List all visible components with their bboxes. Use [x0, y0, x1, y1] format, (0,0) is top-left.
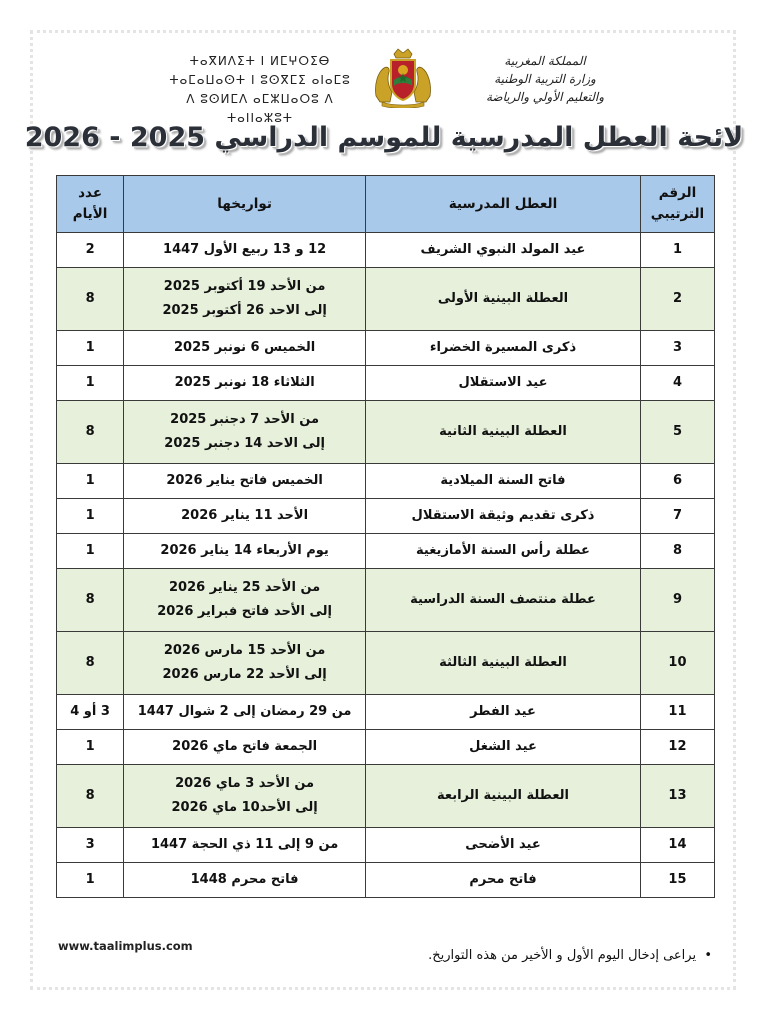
cell-holiday-name: فاتح محرم: [366, 863, 641, 898]
arabic-ministry-name: [445, 52, 645, 106]
cell-dates: [124, 534, 366, 569]
cell-days: 1: [57, 464, 124, 499]
date-line: الثلاثاء 18 نونبر 2025: [174, 375, 315, 390]
date-line: من 9 إلى 11 ذي الحجة 1447: [150, 837, 339, 852]
cell-num: 2: [640, 268, 714, 331]
header-dates: تواريخها: [124, 176, 366, 233]
cell-days: 1: [57, 730, 124, 765]
table-row: [57, 401, 715, 464]
cell-num: 1: [640, 233, 714, 268]
table-row: [57, 632, 715, 695]
holidays-table: [56, 175, 715, 898]
cell-holiday-name: العطلة البينية الأولى: [366, 268, 641, 331]
cell-dates: [124, 765, 366, 828]
date-line: من الأحد 15 مارس 2026: [163, 643, 326, 658]
cell-days: 2: [57, 233, 124, 268]
cell-dates: [124, 464, 366, 499]
cell-holiday-name: عطلة منتصف السنة الدراسية: [366, 569, 641, 632]
cell-dates: [124, 331, 366, 366]
date-line: من 29 رمضان إلى 2 شوال 1447: [137, 704, 352, 719]
arabic-line: وزارة التربية الوطنية: [494, 72, 596, 86]
date-line: فاتح محرم 1448: [190, 872, 299, 887]
date-line: من الأحد 7 دجنبر 2025: [170, 412, 320, 427]
morocco-coat-of-arms-icon: [372, 46, 434, 108]
date-line: الخميس 6 نونبر 2025: [173, 340, 316, 355]
cell-days: 1: [57, 863, 124, 898]
cell-dates: [124, 366, 366, 401]
letterhead: [0, 44, 768, 125]
date-line: إلى الأحد10 ماي 2026: [171, 800, 318, 815]
cell-dates: [124, 632, 366, 695]
cell-dates: [124, 828, 366, 863]
header-days: عدد الأيام: [57, 176, 124, 233]
table-row: [57, 765, 715, 828]
date-line: من الأحد 19 أكتوبر 2025: [163, 279, 326, 294]
table-row: [57, 863, 715, 898]
table-row: [57, 695, 715, 730]
cell-num: 7: [640, 499, 714, 534]
cell-num: 14: [640, 828, 714, 863]
date-line: إلى الأحد 22 مارس 2026: [162, 667, 327, 682]
date-line: إلى الاحد 14 دجنبر 2025: [164, 436, 325, 451]
tifinagh-line: ⵜⴰⴳⵍⴷⵉⵜ ⵏ ⵍⵎⵖⵔⵉⴱ: [189, 54, 331, 68]
cell-num: 8: [640, 534, 714, 569]
date-line: من الأحد 25 يناير 2026: [169, 580, 321, 595]
cell-holiday-name: ذكرى المسيرة الخضراء: [366, 331, 641, 366]
cell-dates: [124, 695, 366, 730]
cell-num: 11: [640, 695, 714, 730]
cell-holiday-name: العطلة البينية الرابعة: [366, 765, 641, 828]
arabic-line: المملكة المغربية: [504, 54, 586, 68]
date-line: من الأحد 3 ماي 2026: [175, 776, 315, 791]
cell-holiday-name: عيد الفطر: [366, 695, 641, 730]
cell-holiday-name: ذكرى تقديم وثيقة الاستقلال: [366, 499, 641, 534]
cell-days: 8: [57, 268, 124, 331]
cell-num: 13: [640, 765, 714, 828]
cell-holiday-name: فاتح السنة الميلادية: [366, 464, 641, 499]
cell-dates: [124, 268, 366, 331]
table-row: [57, 268, 715, 331]
cell-holiday-name: عيد المولد النبوي الشريف: [366, 233, 641, 268]
cell-days: 8: [57, 569, 124, 632]
cell-days: 8: [57, 765, 124, 828]
cell-dates: [124, 233, 366, 268]
tifinagh-line: ⵜⴰⵎⴰⵡⴰⵙⵜ ⵏ ⵓⵙⴳⵎⵉ ⴰⵏⴰⵎⵓ: [169, 73, 351, 87]
table-row: [57, 730, 715, 765]
date-line: يوم الأربعاء 14 يناير 2026: [160, 543, 329, 558]
cell-num: 10: [640, 632, 714, 695]
tifinagh-line: ⴷ ⵓⵙⵍⵎⴷ ⴰⵎⵣⵡⴰⵔⵓ ⴷ ⵜⴰⵏⵏⴰⵣⵓⵜ: [186, 92, 334, 125]
cell-days: 8: [57, 401, 124, 464]
cell-days: 1: [57, 366, 124, 401]
cell-dates: [124, 401, 366, 464]
footer-note: [428, 948, 712, 963]
cell-dates: [124, 569, 366, 632]
cell-holiday-name: العطلة البينية الثالثة: [366, 632, 641, 695]
table-row: [57, 233, 715, 268]
cell-days: 1: [57, 534, 124, 569]
page-title: لائحة العطل المدرسية للموسم الدراسي 2025 - 2026: [24, 122, 744, 153]
cell-dates: [124, 499, 366, 534]
cell-days: 1: [57, 499, 124, 534]
table-row: [57, 569, 715, 632]
date-line: 12 و 13 ربيع الأول 1447: [163, 242, 327, 257]
date-line: الأحد 11 يناير 2026: [181, 508, 309, 523]
table-header-row: [57, 176, 715, 233]
table-row: [57, 499, 715, 534]
cell-holiday-name: عيد الأضحى: [366, 828, 641, 863]
cell-dates: [124, 863, 366, 898]
cell-days: 8: [57, 632, 124, 695]
table-row: [57, 828, 715, 863]
cell-num: 12: [640, 730, 714, 765]
cell-num: 4: [640, 366, 714, 401]
cell-holiday-name: العطلة البينية الثانية: [366, 401, 641, 464]
cell-num: 3: [640, 331, 714, 366]
table-row: [57, 534, 715, 569]
cell-dates: [124, 730, 366, 765]
cell-num: 15: [640, 863, 714, 898]
table-row: [57, 366, 715, 401]
date-line: الخميس فاتح يناير 2026: [166, 473, 323, 488]
website-url: www.taalimplus.com: [58, 939, 193, 953]
footer-note-text: يراعى إدخال اليوم الأول و الأخير من هذه التواريخ.: [428, 948, 697, 963]
arabic-line: والتعليم الأولي والرياضة: [485, 90, 605, 104]
date-line: إلى الأحد فاتح فبراير 2026: [157, 604, 332, 619]
date-line: الجمعة فاتح ماي 2026: [172, 739, 318, 754]
tifinagh-ministry-name: [160, 52, 360, 128]
cell-num: 6: [640, 464, 714, 499]
table-row: [57, 464, 715, 499]
bullet-icon: •: [696, 948, 712, 963]
cell-holiday-name: عطلة رأس السنة الأمازيغية: [366, 534, 641, 569]
cell-days: 3 أو 4: [57, 695, 124, 730]
cell-days: 1: [57, 331, 124, 366]
date-line: إلى الاحد 26 أكتوبر 2025: [162, 303, 327, 318]
cell-num: 5: [640, 401, 714, 464]
header-name: العطل المدرسية: [366, 176, 641, 233]
cell-num: 9: [640, 569, 714, 632]
cell-holiday-name: عيد الشغل: [366, 730, 641, 765]
header-num: الرقم الترتيبي: [640, 176, 714, 233]
table-row: [57, 331, 715, 366]
cell-holiday-name: عيد الاستقلال: [366, 366, 641, 401]
cell-days: 3: [57, 828, 124, 863]
